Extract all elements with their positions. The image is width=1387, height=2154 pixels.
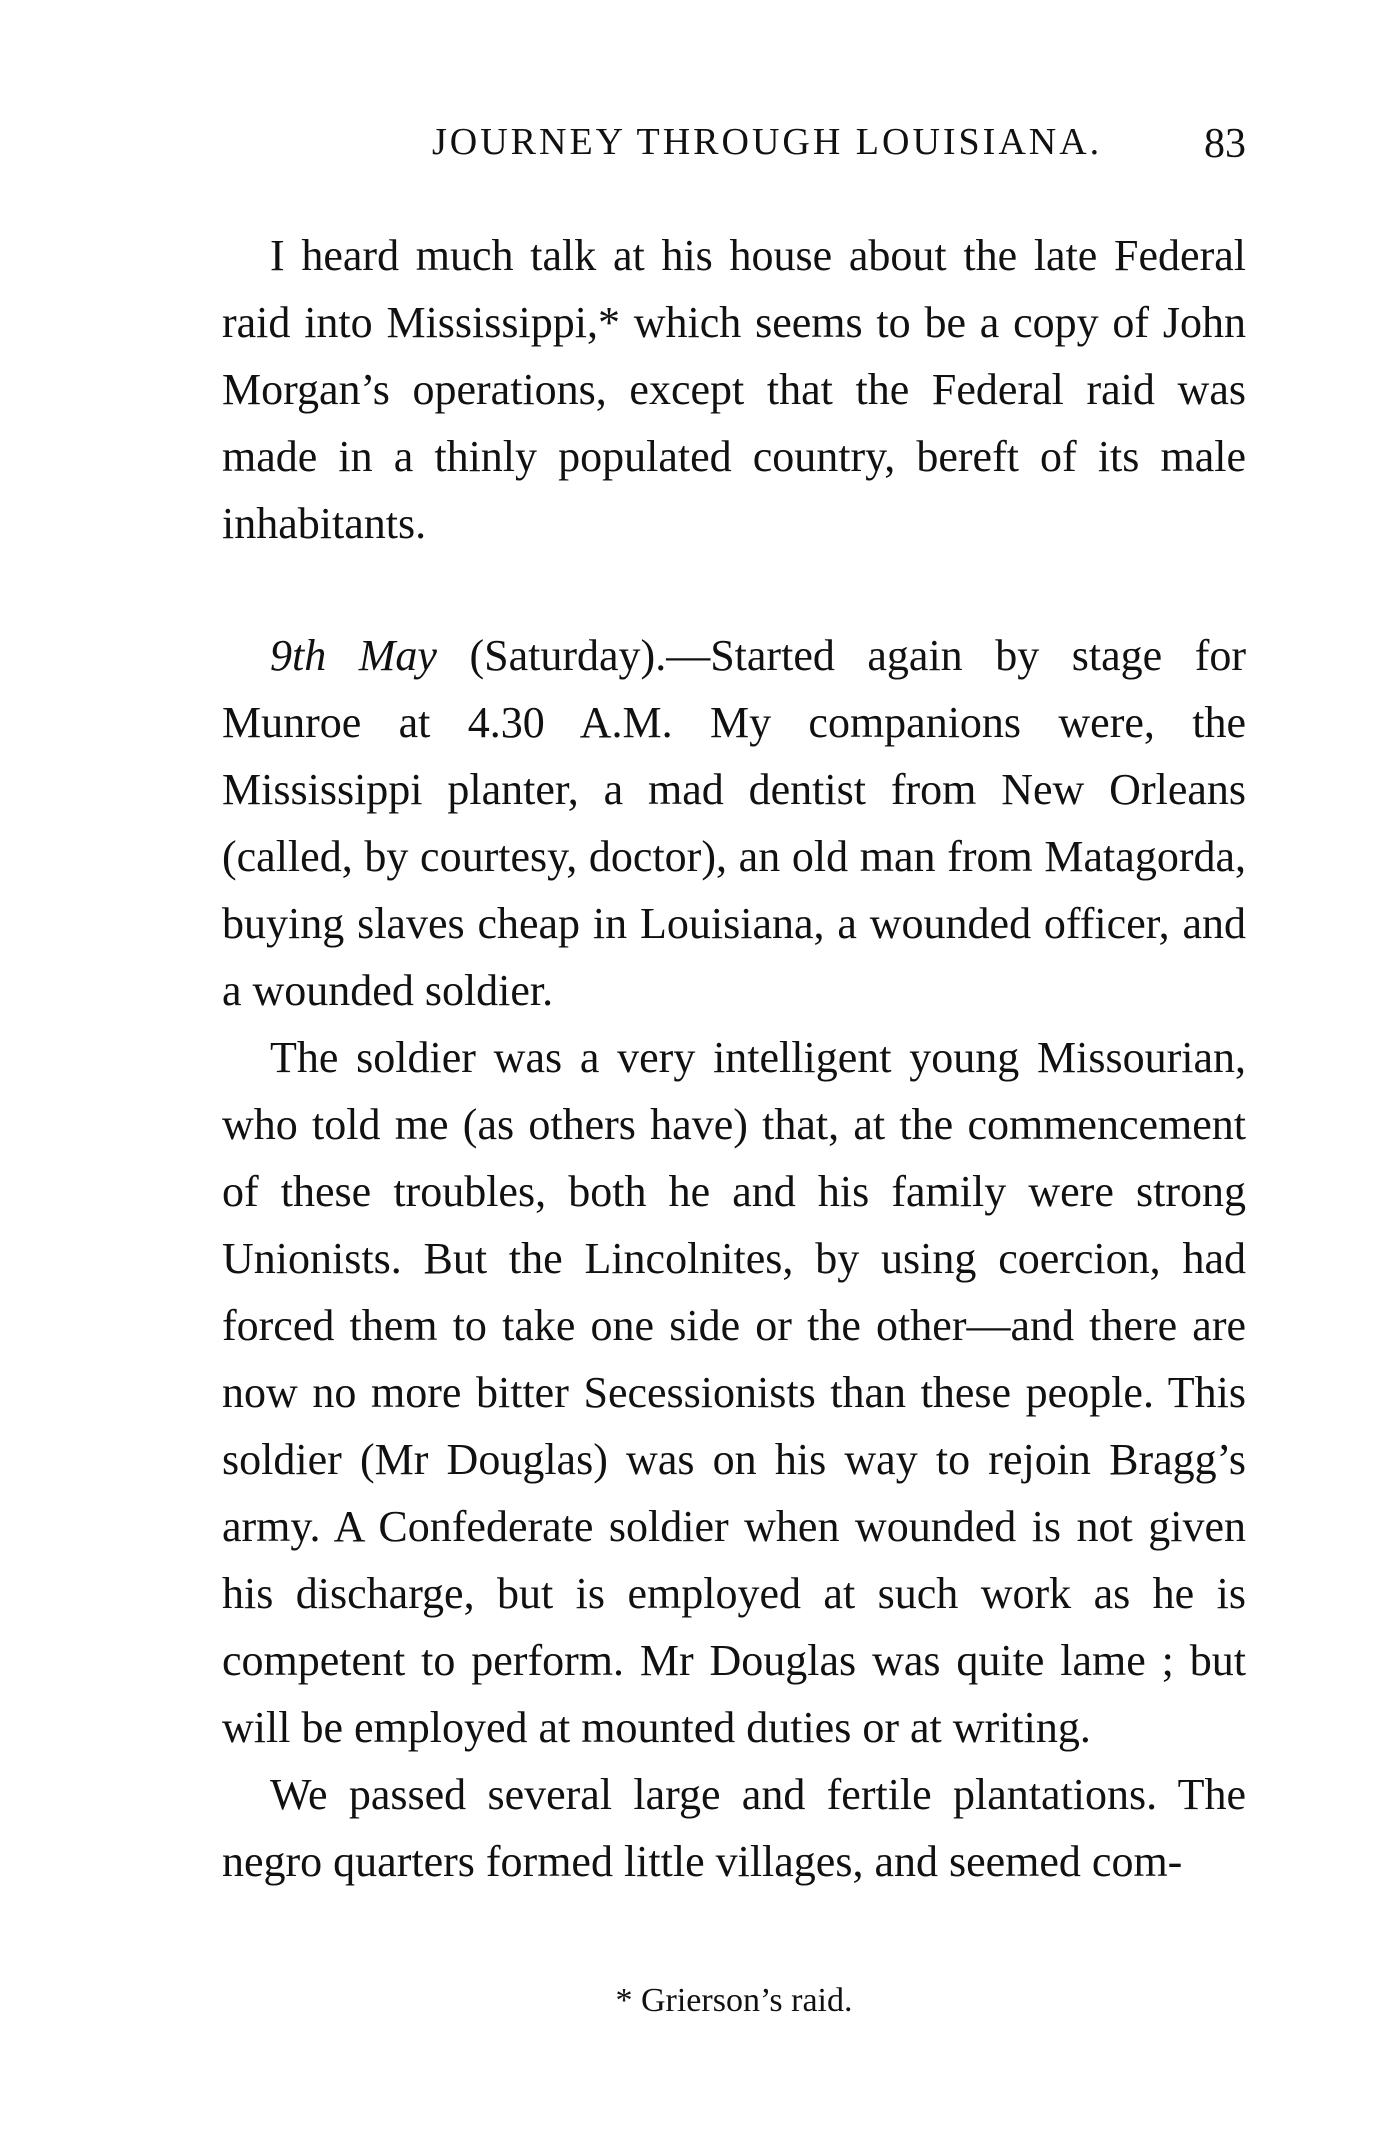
paragraph-plantations: We passed several large and fertile plantations. The negro quarters formed little villages, and seemed com-: [222, 1770, 1246, 1886]
paragraph-soldier: The soldier was a very intelligent young Missourian, who told me (as others have) that, at the commencement of these troubles, both he and his family were strong Unionists. But the Lincolnites, by using coercion, had forced them to take one side or the other—and there are now no more bitter Secessionists than these people. This soldier (Mr Douglas) was on his way to rejoin Bragg’s army. A Confederate soldier when wounded is not given his discharge, but is employed at such work as he is competent to perform. Mr Douglas was quite lame ; but will be employed at mounted duties or at writing.: [222, 1033, 1246, 1752]
running-title: JOURNEY THROUGH LOUISIANA.: [432, 121, 1103, 163]
diary-date: 9th May: [270, 631, 437, 680]
diary-entry-text: (Saturday).—Started again by stage for Munroe at 4.30 A.M. My companions were, the Mississippi planter, a mad dentist from New Orleans (called, by courtesy, doctor), an old man from Matagorda, buying slaves cheap in Louisiana, a wounded officer, and a wounded soldier.: [222, 631, 1247, 1015]
footnote: * Grierson’s raid.: [615, 1982, 853, 2019]
body-text: [222, 222, 1246, 1895]
paragraph-federal-raid: I heard much talk at his house about the late Federal raid into Mississippi,* which seems to be a copy of John Morgan’s operations, except that the Federal raid was made in a thinly populated country, bereft of its male inhabitants.: [222, 231, 1246, 548]
page-number: 83: [1204, 121, 1246, 167]
running-head: [222, 120, 1246, 180]
paragraph-may-ninth: [222, 622, 1246, 1024]
